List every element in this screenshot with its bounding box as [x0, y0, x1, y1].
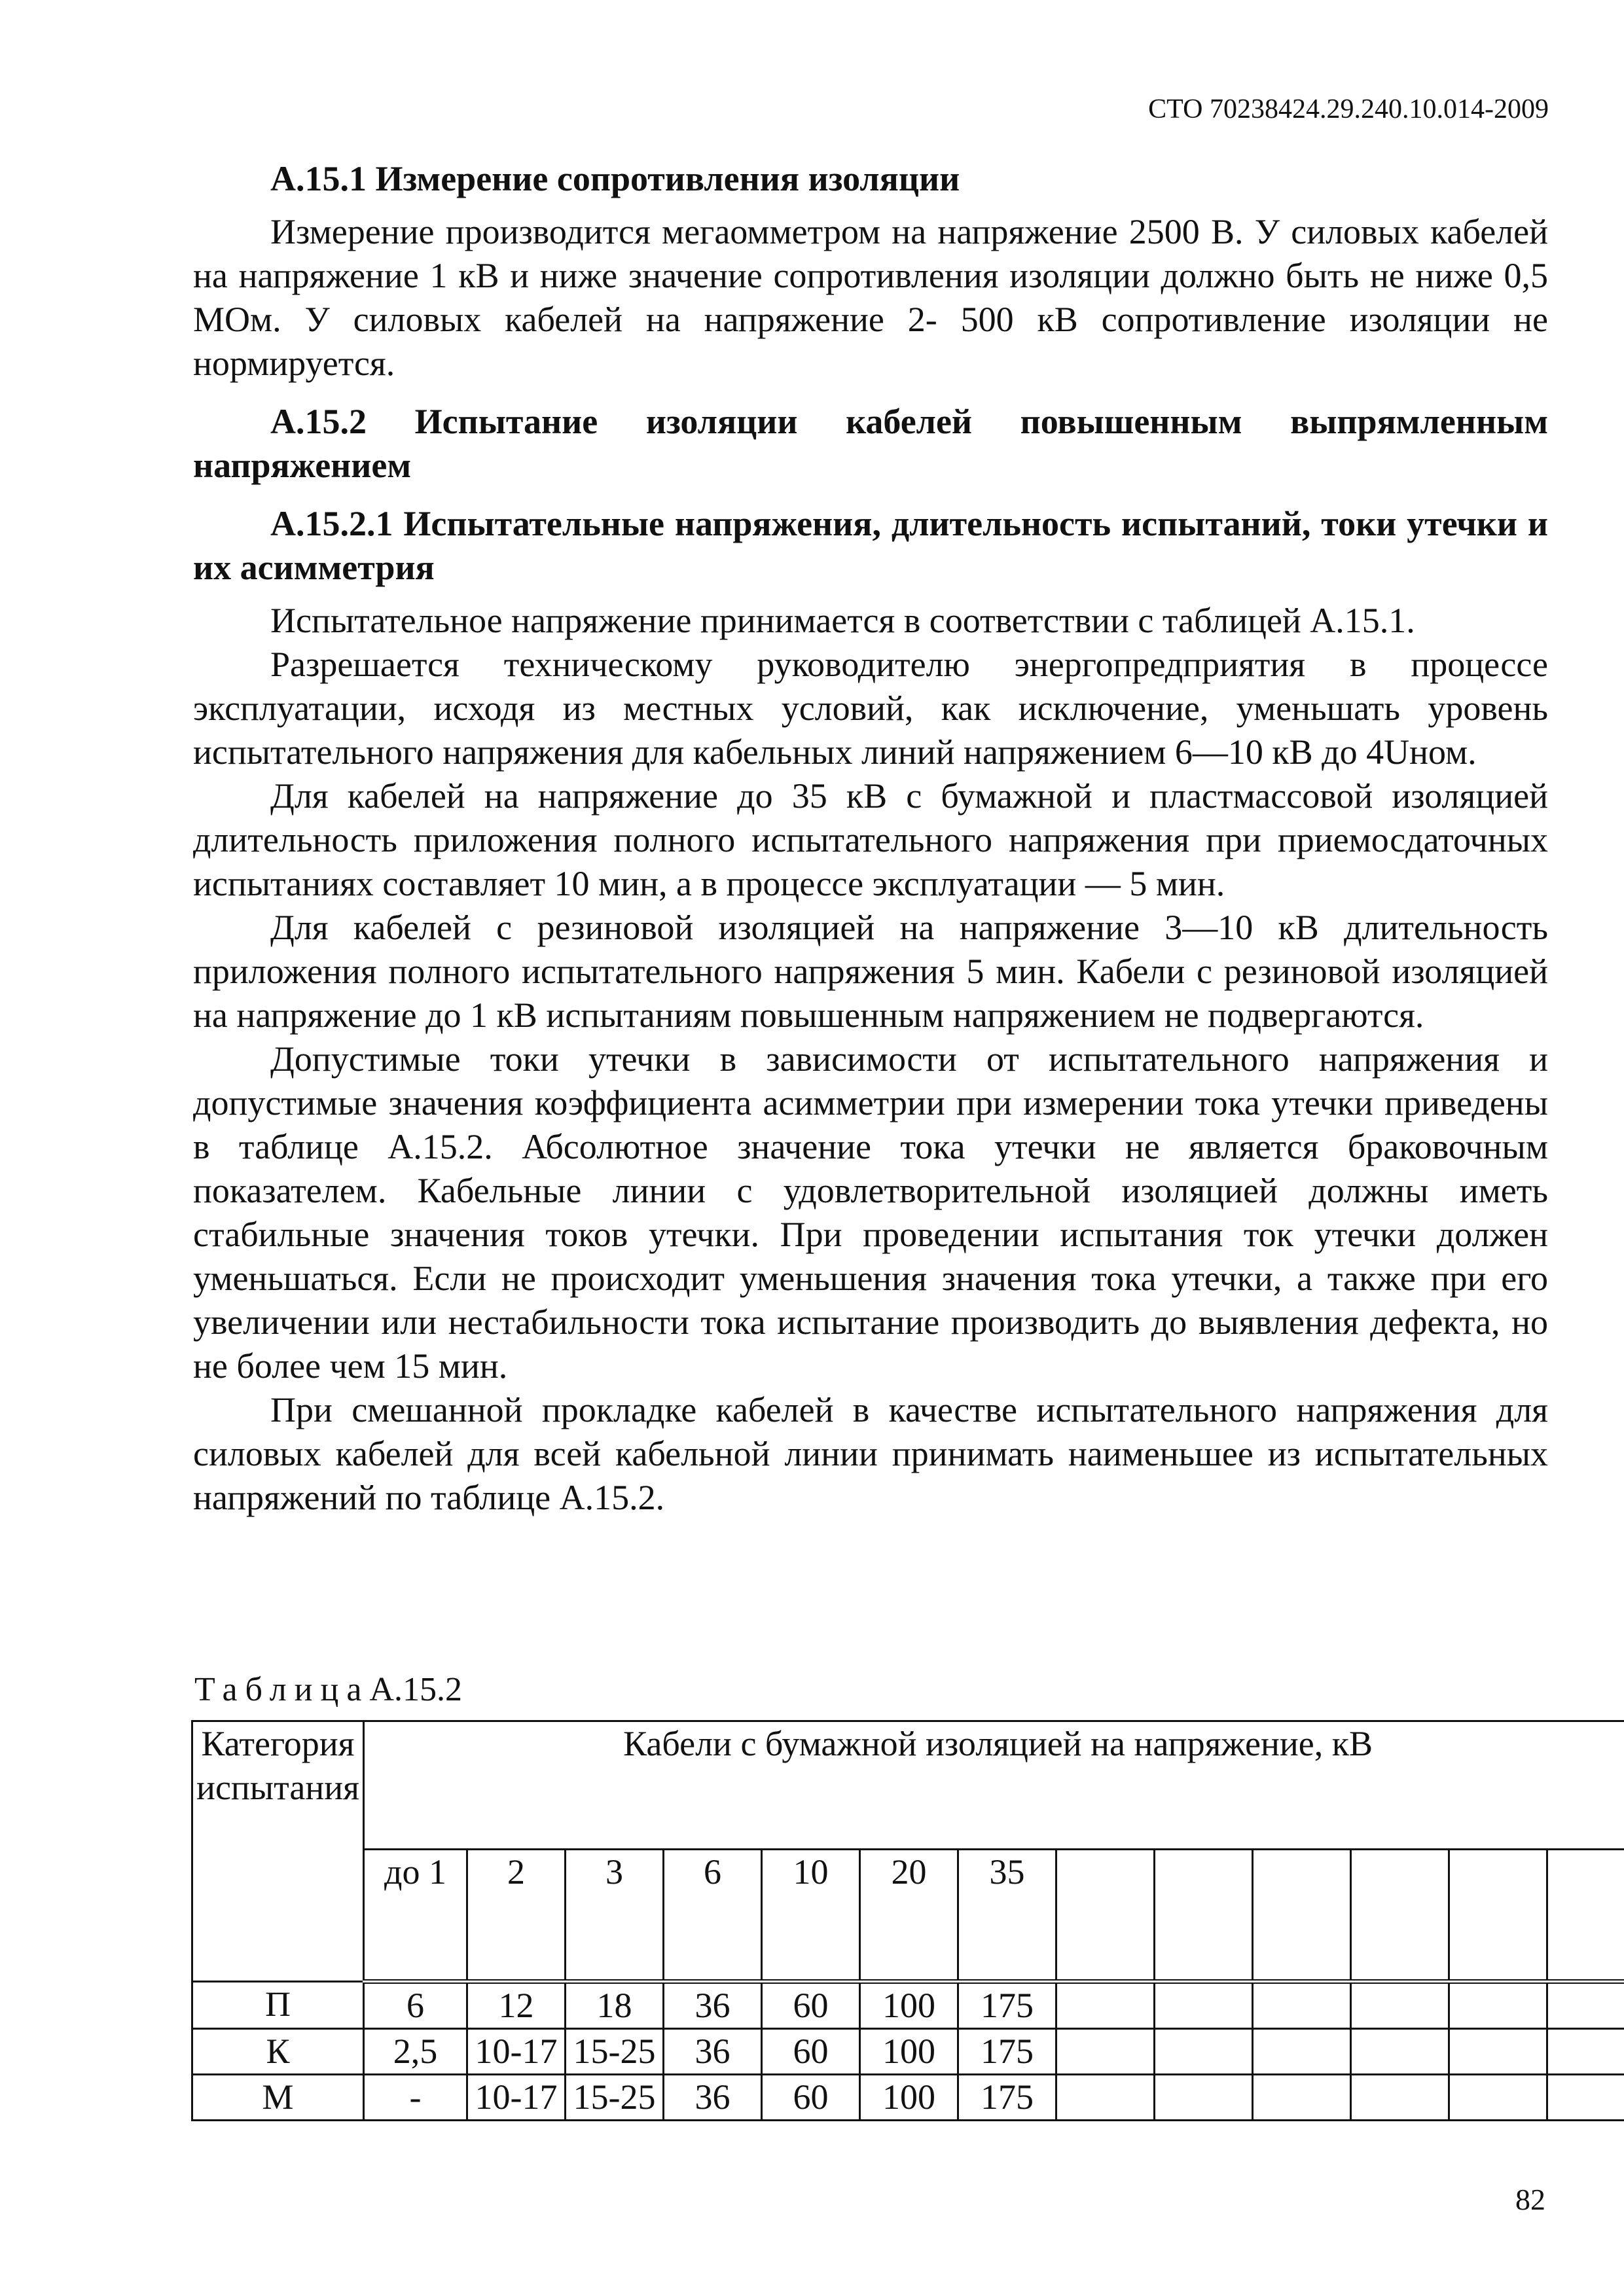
table-value-cell	[1155, 2029, 1253, 2075]
table-value-cell: 60	[762, 2029, 860, 2075]
table-voltage-cell	[1351, 1850, 1449, 1982]
table-row	[192, 1982, 1624, 2029]
table-value-cell	[1155, 1982, 1253, 2029]
table-category-cell: М	[192, 2075, 364, 2121]
table-header-row	[192, 1721, 1624, 1850]
table-voltage-cell: 2	[467, 1850, 566, 1982]
section-heading: А.15.2 Испытание изоляции кабелей повышенным выпрямленным напряжением	[193, 402, 1548, 485]
table-value-cell: 10-17	[467, 2075, 566, 2121]
table-row	[192, 2075, 1624, 2121]
table-value-cell	[1449, 1982, 1547, 2029]
body-paragraph: Допустимые токи утечки в зависимости от испытательного напряжения и допустимые значения коэффициента асимметрии при измерении тока утечки приведены в таблице А.15.2. Абсолютное значение тока утечки не является браковочным показателем. Кабельные линии с удовлетворительной изоляцией должны иметь стабильные значения токов утечки. При проведении испытания ток утечки должен уменьшаться. Если не происходит уменьшения значения тока утечки, а также при его увеличении или нестабильности тока испытание производить до выявления дефекта, но не более чем 15 мин.	[193, 1039, 1548, 1386]
table-group-header: Кабели с бумажной изоляцией на напряжение, кВ	[364, 1721, 1624, 1850]
table-value-cell: 6	[364, 1982, 467, 2029]
table-caption	[194, 1673, 462, 1707]
document-code: СТО 70238424.29.240.10.014-2009	[1148, 94, 1549, 124]
table-voltage-cell: 10	[762, 1850, 860, 1982]
table-value-cell	[1056, 2029, 1155, 2075]
body-paragraph: Разрешается техническому руководителю энергопредприятия в процессе эксплуатации, исходя из местных условий, как исключение, уменьшать уровень испытательного напряжения для кабельных линий напряжением 6—10 кВ до 4Uном.	[193, 645, 1548, 772]
table-category-cell: К	[192, 2029, 364, 2075]
table-value-cell	[1351, 1982, 1449, 2029]
body-paragraph: Для кабелей на напряжение до 35 кВ с бумажной и пластмассовой изоляцией длительность приложения полного испытательного напряжения при приемосдаточных испытаниях составляет 10 мин, а в процессе эксплуатации — 5 мин.	[193, 776, 1548, 903]
table-row	[192, 2029, 1624, 2075]
table-voltage-row	[192, 1850, 1624, 1982]
table-voltage-cell: до 1	[364, 1850, 467, 1982]
page-number: 82	[1515, 2183, 1545, 2216]
document-body	[193, 157, 1548, 1520]
table-value-cell: 175	[958, 2075, 1056, 2121]
table-voltage-cell: 6	[664, 1850, 762, 1982]
table-value-cell: 36	[664, 2075, 762, 2121]
table-value-cell: 12	[467, 1982, 566, 2029]
table-value-cell	[1351, 2029, 1449, 2075]
table-voltage-cell	[1253, 1850, 1351, 1982]
table-value-cell: 15-25	[566, 2029, 664, 2075]
table-value-cell: 60	[762, 2075, 860, 2121]
table-value-cell	[1253, 2075, 1351, 2121]
table-value-cell: 15-25	[566, 2075, 664, 2121]
table-value-cell: 2,5	[364, 2029, 467, 2075]
body-paragraph: Измерение производится мегаомметром на напряжение 2500 В. У силовых кабелей на напряжение 1 кВ и ниже значение сопротивления изоляции должно быть не ниже 0,5 МОм. У силовых кабелей на напряжение 2- 500 кВ сопротивление изоляции не нормируется.	[193, 212, 1548, 383]
table-value-cell: 10-17	[467, 2029, 566, 2075]
table-value-cell: 18	[566, 1982, 664, 2029]
table-voltage-cell: 20	[860, 1850, 958, 1982]
test-voltage-table	[191, 1720, 1624, 2121]
table-category-cell: П	[192, 1982, 364, 2029]
table-value-cell	[1155, 2075, 1253, 2121]
table-value-cell	[1547, 2029, 1624, 2075]
table-voltage-cell: 3	[566, 1850, 664, 1982]
table-value-cell	[1547, 2075, 1624, 2121]
table-value-cell: 175	[958, 2029, 1056, 2075]
table-value-cell: 100	[860, 2075, 958, 2121]
body-paragraph: Для кабелей с резиновой изоляцией на напряжение 3—10 кВ длительность приложения полного испытательного напряжения 5 мин. Кабели с резиновой изоляцией на напряжение до 1 кВ испытаниям повышенным напряжением не подвергаются.	[193, 908, 1548, 1035]
table-voltage-cell	[1547, 1850, 1624, 1982]
section-heading: А.15.2.1 Испытательные напряжения, длительность испытаний, токи утечки и их асимметрия	[193, 504, 1548, 587]
table-value-cell: 175	[958, 1982, 1056, 2029]
table-voltage-cell	[1449, 1850, 1547, 1982]
table-voltage-cell: 35	[958, 1850, 1056, 1982]
table-category-header: Категория испытания	[192, 1721, 364, 1982]
body-paragraph: При смешанной прокладке кабелей в качестве испытательного напряжения для силовых кабелей для всей кабельной линии принимать наименьшее из испытательных напряжений по таблице А.15.2.	[193, 1390, 1548, 1517]
table-voltage-cell	[1056, 1850, 1155, 1982]
table-value-cell	[1449, 2029, 1547, 2075]
table-value-cell	[1056, 2075, 1155, 2121]
table-caption-word: Таблица	[194, 1671, 370, 1708]
table-value-cell: 60	[762, 1982, 860, 2029]
table-value-cell: 100	[860, 2029, 958, 2075]
body-paragraph: Испытательное напряжение принимается в соответствии с таблицей А.15.1.	[270, 601, 1415, 640]
table-value-cell: 36	[664, 2029, 762, 2075]
table-value-cell	[1351, 2075, 1449, 2121]
table-value-cell	[1547, 1982, 1624, 2029]
table-value-cell	[1253, 1982, 1351, 2029]
section-heading: А.15.1 Измерение сопротивления изоляции	[270, 159, 960, 198]
table-caption-number: А.15.2	[369, 1671, 462, 1708]
table-voltage-cell	[1155, 1850, 1253, 1982]
table-value-cell	[1056, 1982, 1155, 2029]
table-value-cell: 36	[664, 1982, 762, 2029]
table-value-cell: -	[364, 2075, 467, 2121]
table-value-cell: 100	[860, 1982, 958, 2029]
table-value-cell	[1253, 2029, 1351, 2075]
table-value-cell	[1449, 2075, 1547, 2121]
